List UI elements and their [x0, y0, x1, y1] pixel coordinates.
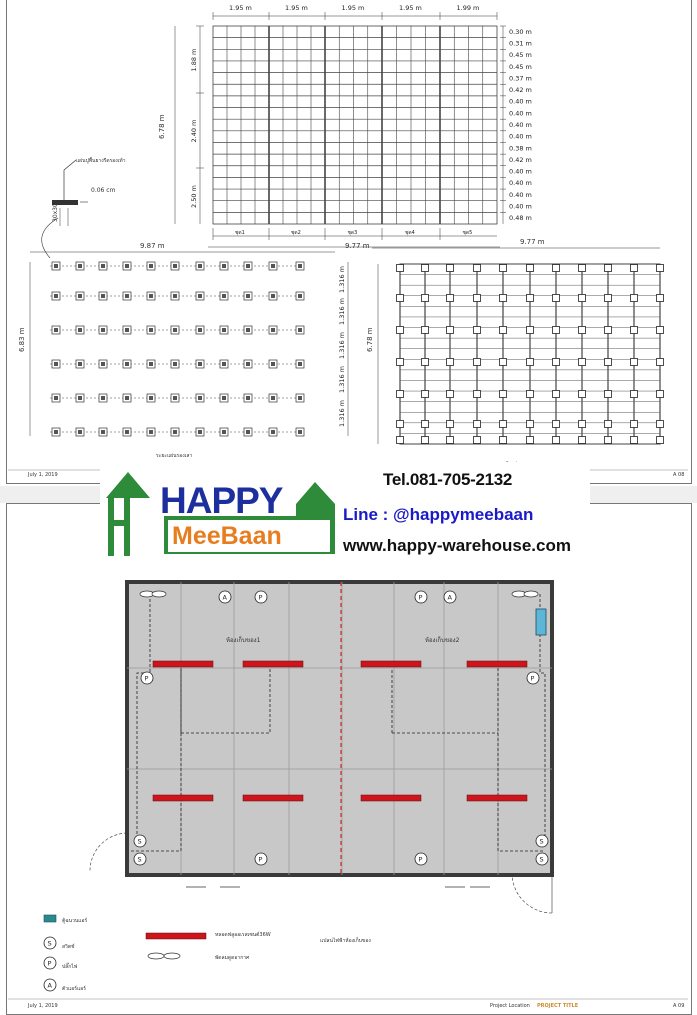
left-plan-height: 6.83 m — [18, 327, 26, 352]
fluorescent-lamp — [153, 661, 213, 667]
footing-pad-core — [246, 328, 250, 332]
bottom-set-label: ชุด1 — [235, 230, 245, 236]
column-base — [657, 295, 664, 302]
brand-website[interactable]: www.happy-warehouse.com — [343, 536, 571, 555]
column-base — [579, 265, 586, 272]
footing-pad-core — [298, 294, 302, 298]
column-base — [397, 327, 404, 334]
legend-lamp-icon — [146, 933, 206, 939]
column-base — [422, 421, 429, 428]
right-dim-label: 0.38 m — [509, 144, 532, 153]
column-base — [631, 359, 638, 366]
column-base — [579, 391, 586, 398]
right-dim-label: 0.40 m — [509, 132, 532, 141]
column-base — [553, 437, 560, 444]
column-base — [579, 437, 586, 444]
right-dim-label: 0.42 m — [509, 155, 532, 164]
left-plan-width: 9.87 m — [140, 242, 165, 250]
column-base — [527, 421, 534, 428]
exhaust-fan-icon — [152, 591, 166, 597]
footing-pad-core — [78, 396, 82, 400]
detail-label: แผ่นปูพื้นยางรีดรองเท้า — [76, 158, 126, 164]
footing-pad-core — [173, 264, 177, 268]
column-base — [397, 265, 404, 272]
aircon-symbol-letter: A — [447, 593, 452, 602]
column-base — [422, 327, 429, 334]
column-base — [447, 437, 454, 444]
spacing-label: 1.316 m — [338, 265, 346, 293]
footing-pad-core — [173, 328, 177, 332]
column-base — [657, 265, 664, 272]
right-door-swing — [512, 873, 552, 913]
footing-pad-core — [271, 328, 275, 332]
right-plan-height: 6.78 m — [366, 327, 374, 352]
top-dim-label: 1.95 m — [285, 4, 308, 12]
footing-pad-core — [173, 294, 177, 298]
footing-pad-core — [173, 430, 177, 434]
column-base — [527, 391, 534, 398]
right-dim-label: 0.48 m — [509, 214, 532, 223]
footing-pad-core — [222, 294, 226, 298]
column-base — [422, 295, 429, 302]
bottom-set-label: ชุด5 — [462, 230, 473, 236]
column-base — [447, 421, 454, 428]
column-base — [474, 327, 481, 334]
detail-block — [42, 160, 88, 258]
column-base — [657, 359, 664, 366]
plug-symbol-letter: P — [418, 593, 423, 602]
footing-pad-core — [125, 396, 129, 400]
column-base — [605, 391, 612, 398]
footer-project: Project Location — [490, 1003, 530, 1009]
switch-symbol-letter: S — [539, 837, 544, 846]
footing-pad-core — [78, 328, 82, 332]
footing-pad-core — [78, 264, 82, 268]
footing-pad-core — [271, 264, 275, 268]
column-base — [527, 437, 534, 444]
right-dim-label: 0.40 m — [509, 109, 532, 118]
column-base — [631, 327, 638, 334]
column-base — [500, 295, 507, 302]
total-height: 6.78 m — [158, 114, 166, 139]
column-base — [657, 327, 664, 334]
legend-aircon: ตัวแอร์แอร์ — [62, 986, 86, 992]
footing-pad-core — [125, 430, 129, 434]
footing-pad-core — [298, 430, 302, 434]
column-base — [605, 421, 612, 428]
column-base — [579, 359, 586, 366]
footing-pad-core — [101, 264, 105, 268]
footer-date: July 1, 2019 — [28, 472, 58, 478]
fluorescent-lamp — [153, 795, 213, 801]
footing-pad-core — [198, 294, 202, 298]
footing-pad-core — [222, 396, 226, 400]
plug-symbol-letter: P — [530, 674, 535, 683]
column-base — [500, 391, 507, 398]
column-base — [579, 421, 586, 428]
column-base — [553, 359, 560, 366]
footing-pad-core — [246, 430, 250, 434]
column-base — [657, 421, 664, 428]
legend-note: แปลนไฟฟ้าห้องเก็บของ — [320, 938, 371, 944]
spacing-label: 1.316 m — [338, 399, 346, 427]
legend-aircon-icon-letter: A — [47, 981, 52, 990]
column-base — [500, 359, 507, 366]
footing-pad-core — [298, 264, 302, 268]
right-dim-label: 0.30 m — [509, 27, 532, 36]
column-base — [527, 265, 534, 272]
left-dim-label: 1.88 m — [190, 48, 198, 72]
column-base — [527, 295, 534, 302]
column-base — [500, 265, 507, 272]
left-caption: ระยะแผ่นรองเสา — [156, 453, 193, 459]
room1-label: ห้องเก็บของ1 — [226, 637, 261, 644]
footing-pad-core — [101, 430, 105, 434]
brand-line[interactable]: Line : @happymeebaan — [343, 505, 534, 524]
footing-pad-core — [78, 294, 82, 298]
column-base — [397, 295, 404, 302]
footing-pad-core — [198, 328, 202, 332]
column-base — [397, 391, 404, 398]
footing-pad-core — [149, 396, 153, 400]
column-base — [447, 327, 454, 334]
column-base — [500, 421, 507, 428]
switch-symbol-letter: S — [137, 855, 142, 864]
top-dim-label: 1.99 m — [456, 4, 480, 12]
column-base — [631, 421, 638, 428]
right-dim-label: 0.45 m — [509, 51, 532, 60]
column-base — [579, 295, 586, 302]
column-base — [527, 327, 534, 334]
column-base — [553, 327, 560, 334]
footing-pad-core — [173, 362, 177, 366]
fluorescent-lamp — [467, 795, 527, 801]
detail-size: 30x30 — [52, 203, 59, 222]
legend-plug: ปลั๊กไฟ — [62, 964, 78, 970]
left-door-swing — [90, 833, 127, 871]
column-base — [657, 391, 664, 398]
legend-fan-icon — [148, 953, 164, 959]
footing-pad-core — [101, 362, 105, 366]
legend-switch-icon-letter: S — [47, 939, 52, 948]
bottom-set-label: ชุด4 — [405, 230, 415, 236]
footing-pad-core — [149, 294, 153, 298]
top-grid — [213, 26, 497, 224]
column-base — [474, 437, 481, 444]
legend-plug-icon-letter: P — [47, 959, 52, 968]
right-dim-label: 0.42 m — [509, 86, 532, 95]
footing-pad-core — [198, 430, 202, 434]
column-base — [422, 265, 429, 272]
column-base — [631, 265, 638, 272]
column-base — [474, 295, 481, 302]
footing-pad-core — [125, 328, 129, 332]
footing-pad-core — [246, 362, 250, 366]
brand-tel: Tel.081-705-2132 — [383, 470, 513, 489]
plug-symbol-letter: P — [418, 855, 423, 864]
footing-pad-core — [271, 430, 275, 434]
spacing-label: 1.316 m — [338, 297, 346, 325]
logo-happy: HAPPY — [160, 480, 283, 521]
footing-pad-core — [125, 294, 129, 298]
switch-symbol-letter: S — [539, 855, 544, 864]
footing-pad-core — [222, 362, 226, 366]
logo-meebaan: MeeBaan — [172, 522, 282, 550]
right-dim-label: 0.40 m — [509, 179, 532, 188]
bottom-set-label: ชุด2 — [291, 230, 301, 236]
column-base — [447, 265, 454, 272]
left-dim-label: 2.40 m — [190, 119, 198, 143]
plug-symbol-letter: P — [258, 593, 263, 602]
right-dim-label: 0.37 m — [509, 74, 532, 83]
right-dim-label: 0.31 m — [509, 39, 532, 48]
footing-pad-core — [125, 362, 129, 366]
footing-pad-core — [101, 294, 105, 298]
right-plan-width: 9.77 m — [520, 238, 545, 246]
footing-pad-core — [54, 396, 58, 400]
right-dim-label: 0.40 m — [509, 97, 532, 106]
column-base — [447, 359, 454, 366]
footing-pad-core — [222, 328, 226, 332]
footing-pad-core — [271, 362, 275, 366]
column-base — [500, 437, 507, 444]
column-base — [474, 359, 481, 366]
footing-pad-core — [149, 362, 153, 366]
footing-pad-core — [271, 294, 275, 298]
legend-lamp: หลอดฟลูออเรสเซนต์36W — [215, 932, 271, 938]
footing-pad-core — [198, 362, 202, 366]
bottom-total: 9.77 m — [345, 242, 370, 250]
switch-symbol-letter: S — [137, 837, 142, 846]
column-base — [422, 391, 429, 398]
right-dim-label: 0.45 m — [509, 62, 532, 71]
footing-pad-core — [246, 396, 250, 400]
fluorescent-lamp — [243, 661, 303, 667]
column-base — [397, 421, 404, 428]
footing-pad-core — [54, 294, 58, 298]
footing-pad-core — [101, 328, 105, 332]
top-dim-label: 1.95 m — [399, 4, 422, 12]
column-base — [553, 265, 560, 272]
column-base — [500, 327, 507, 334]
column-base — [447, 295, 454, 302]
right-dim-label: 0.40 m — [509, 121, 532, 129]
footing-pad-core — [101, 396, 105, 400]
room2-label: ห้องเก็บของ2 — [425, 637, 460, 644]
column-base — [527, 359, 534, 366]
fluorescent-lamp — [467, 661, 527, 667]
top-dim-label: 1.95 m — [341, 4, 365, 12]
right-dim-label: 0.40 m — [509, 190, 532, 199]
column-base — [605, 327, 612, 334]
column-base — [605, 295, 612, 302]
column-base — [605, 437, 612, 444]
plug-symbol-letter: P — [144, 674, 149, 683]
fluorescent-lamp — [361, 795, 421, 801]
footer-sheet: A 08 — [673, 472, 685, 478]
sheet-floor-plan — [0, 0, 697, 486]
footing-pad-core — [149, 430, 153, 434]
top-dim-label: 1.95 m — [229, 4, 252, 12]
spacing-label: 1.316 m — [338, 365, 346, 393]
column-base — [474, 265, 481, 272]
footing-pad-core — [298, 362, 302, 366]
footing-pad-core — [246, 294, 250, 298]
column-base — [474, 391, 481, 398]
column-base — [631, 295, 638, 302]
fluorescent-lamp — [361, 661, 421, 667]
footing-pad-core — [298, 396, 302, 400]
legend-heater-icon — [44, 915, 56, 922]
footing-pad-core — [78, 362, 82, 366]
column-base — [422, 359, 429, 366]
footer-sheet: A 09 — [673, 1003, 685, 1009]
column-base — [631, 437, 638, 444]
footing-pad-core — [125, 264, 129, 268]
footer-date: July 1, 2019 — [28, 1003, 58, 1009]
bottom-set-label: ชุด3 — [347, 230, 358, 236]
floor-plan — [127, 582, 552, 875]
column-base — [447, 391, 454, 398]
detail-dim: 0.06 cm — [91, 187, 116, 194]
column-base — [657, 437, 664, 444]
footing-pad-core — [78, 430, 82, 434]
legend-heater: ตู้ฉนวนแอร์ — [62, 918, 88, 924]
footing-pad-core — [298, 328, 302, 332]
column-base — [553, 295, 560, 302]
legend-fan-icon — [164, 953, 180, 959]
plug-symbol-letter: P — [258, 855, 263, 864]
left-dim-label: 2.50 m — [190, 185, 198, 208]
footing-pad-core — [54, 264, 58, 268]
sheet-electrical-plan — [0, 503, 697, 1015]
right-dim-label: 0.40 m — [509, 202, 532, 211]
legend-switch: สวิตช์ — [62, 944, 75, 950]
column-base — [553, 391, 560, 398]
exhaust-fan-icon — [524, 591, 538, 597]
footing-pad-core — [222, 264, 226, 268]
column-base — [579, 327, 586, 334]
footing-pad-core — [222, 430, 226, 434]
footing-pad-core — [246, 264, 250, 268]
footing-pad-core — [173, 396, 177, 400]
right-dim-label: 0.40 m — [509, 167, 532, 176]
column-base — [422, 437, 429, 444]
column-base — [553, 421, 560, 428]
spacing-label: 1.316 m — [338, 331, 346, 359]
footer-title: PROJECT TITLE — [537, 1003, 579, 1009]
aircon-symbol-letter: A — [222, 593, 227, 602]
footing-pad-core — [54, 430, 58, 434]
footing-pad-core — [149, 328, 153, 332]
footing-pad-core — [198, 264, 202, 268]
column-base — [631, 391, 638, 398]
footing-pad-core — [149, 264, 153, 268]
column-base — [605, 359, 612, 366]
column-base — [397, 359, 404, 366]
column-base — [474, 421, 481, 428]
column-base — [397, 437, 404, 444]
footing-pad-core — [198, 396, 202, 400]
legend-fan: พัดลมดูดอากาศ — [215, 955, 250, 961]
aircon-unit — [536, 609, 546, 635]
footing-pad-core — [271, 396, 275, 400]
footing-pad-core — [54, 328, 58, 332]
footing-pad-core — [54, 362, 58, 366]
column-base — [605, 265, 612, 272]
fluorescent-lamp — [243, 795, 303, 801]
